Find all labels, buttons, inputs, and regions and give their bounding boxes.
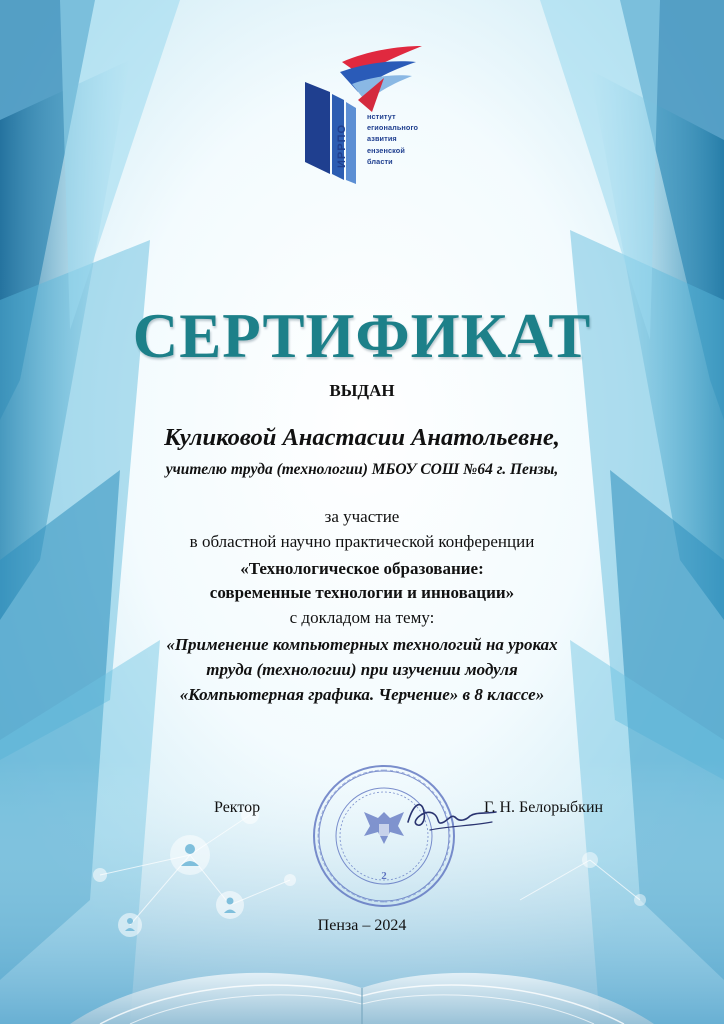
logo-institute-name <box>367 111 418 167</box>
logo-line: нститут <box>367 112 396 121</box>
recipient-name: Куликовой Анастасии Анатольевне, <box>164 424 560 451</box>
report-topic <box>0 632 724 707</box>
open-book-illustration <box>60 930 664 1024</box>
issued-label: ВЫДАН <box>329 381 395 400</box>
participation-text: за участие <box>324 507 400 526</box>
recipient-position: учителю труда (технологии) МБОУ СОШ №64 г. Пензы, <box>165 461 559 478</box>
logo-abbreviation: ИРРПО <box>336 123 348 168</box>
topic-line: «Применение компьютерных технологий на уроках <box>166 635 558 654</box>
conference-intro: в областной научно практической конференции <box>189 532 535 551</box>
logo-line: егионального <box>367 123 419 133</box>
stamp-number: 2 <box>381 870 387 882</box>
logo-line: ензенской <box>367 145 405 155</box>
conference-name <box>0 557 724 605</box>
certificate-title: СЕРТИФИКАТ <box>132 301 592 371</box>
city-year: Пенза – 2024 <box>317 917 407 934</box>
logo-line: азвития <box>367 134 397 144</box>
conference-name-line: «Технологическое образование: <box>240 559 484 578</box>
topic-line: труда (технологии) при изучении модуля <box>206 660 518 679</box>
rector-name: Г. Н. Белорыбкин <box>484 799 604 816</box>
topic-line: «Компьютерная графика. Черчение» в 8 классе» <box>179 685 545 704</box>
logo-line: бласти <box>367 156 393 166</box>
rector-label: Ректор <box>214 799 261 816</box>
conference-name-line: современные технологии и инновации» <box>209 583 515 602</box>
report-intro: с докладом на тему: <box>289 608 435 627</box>
